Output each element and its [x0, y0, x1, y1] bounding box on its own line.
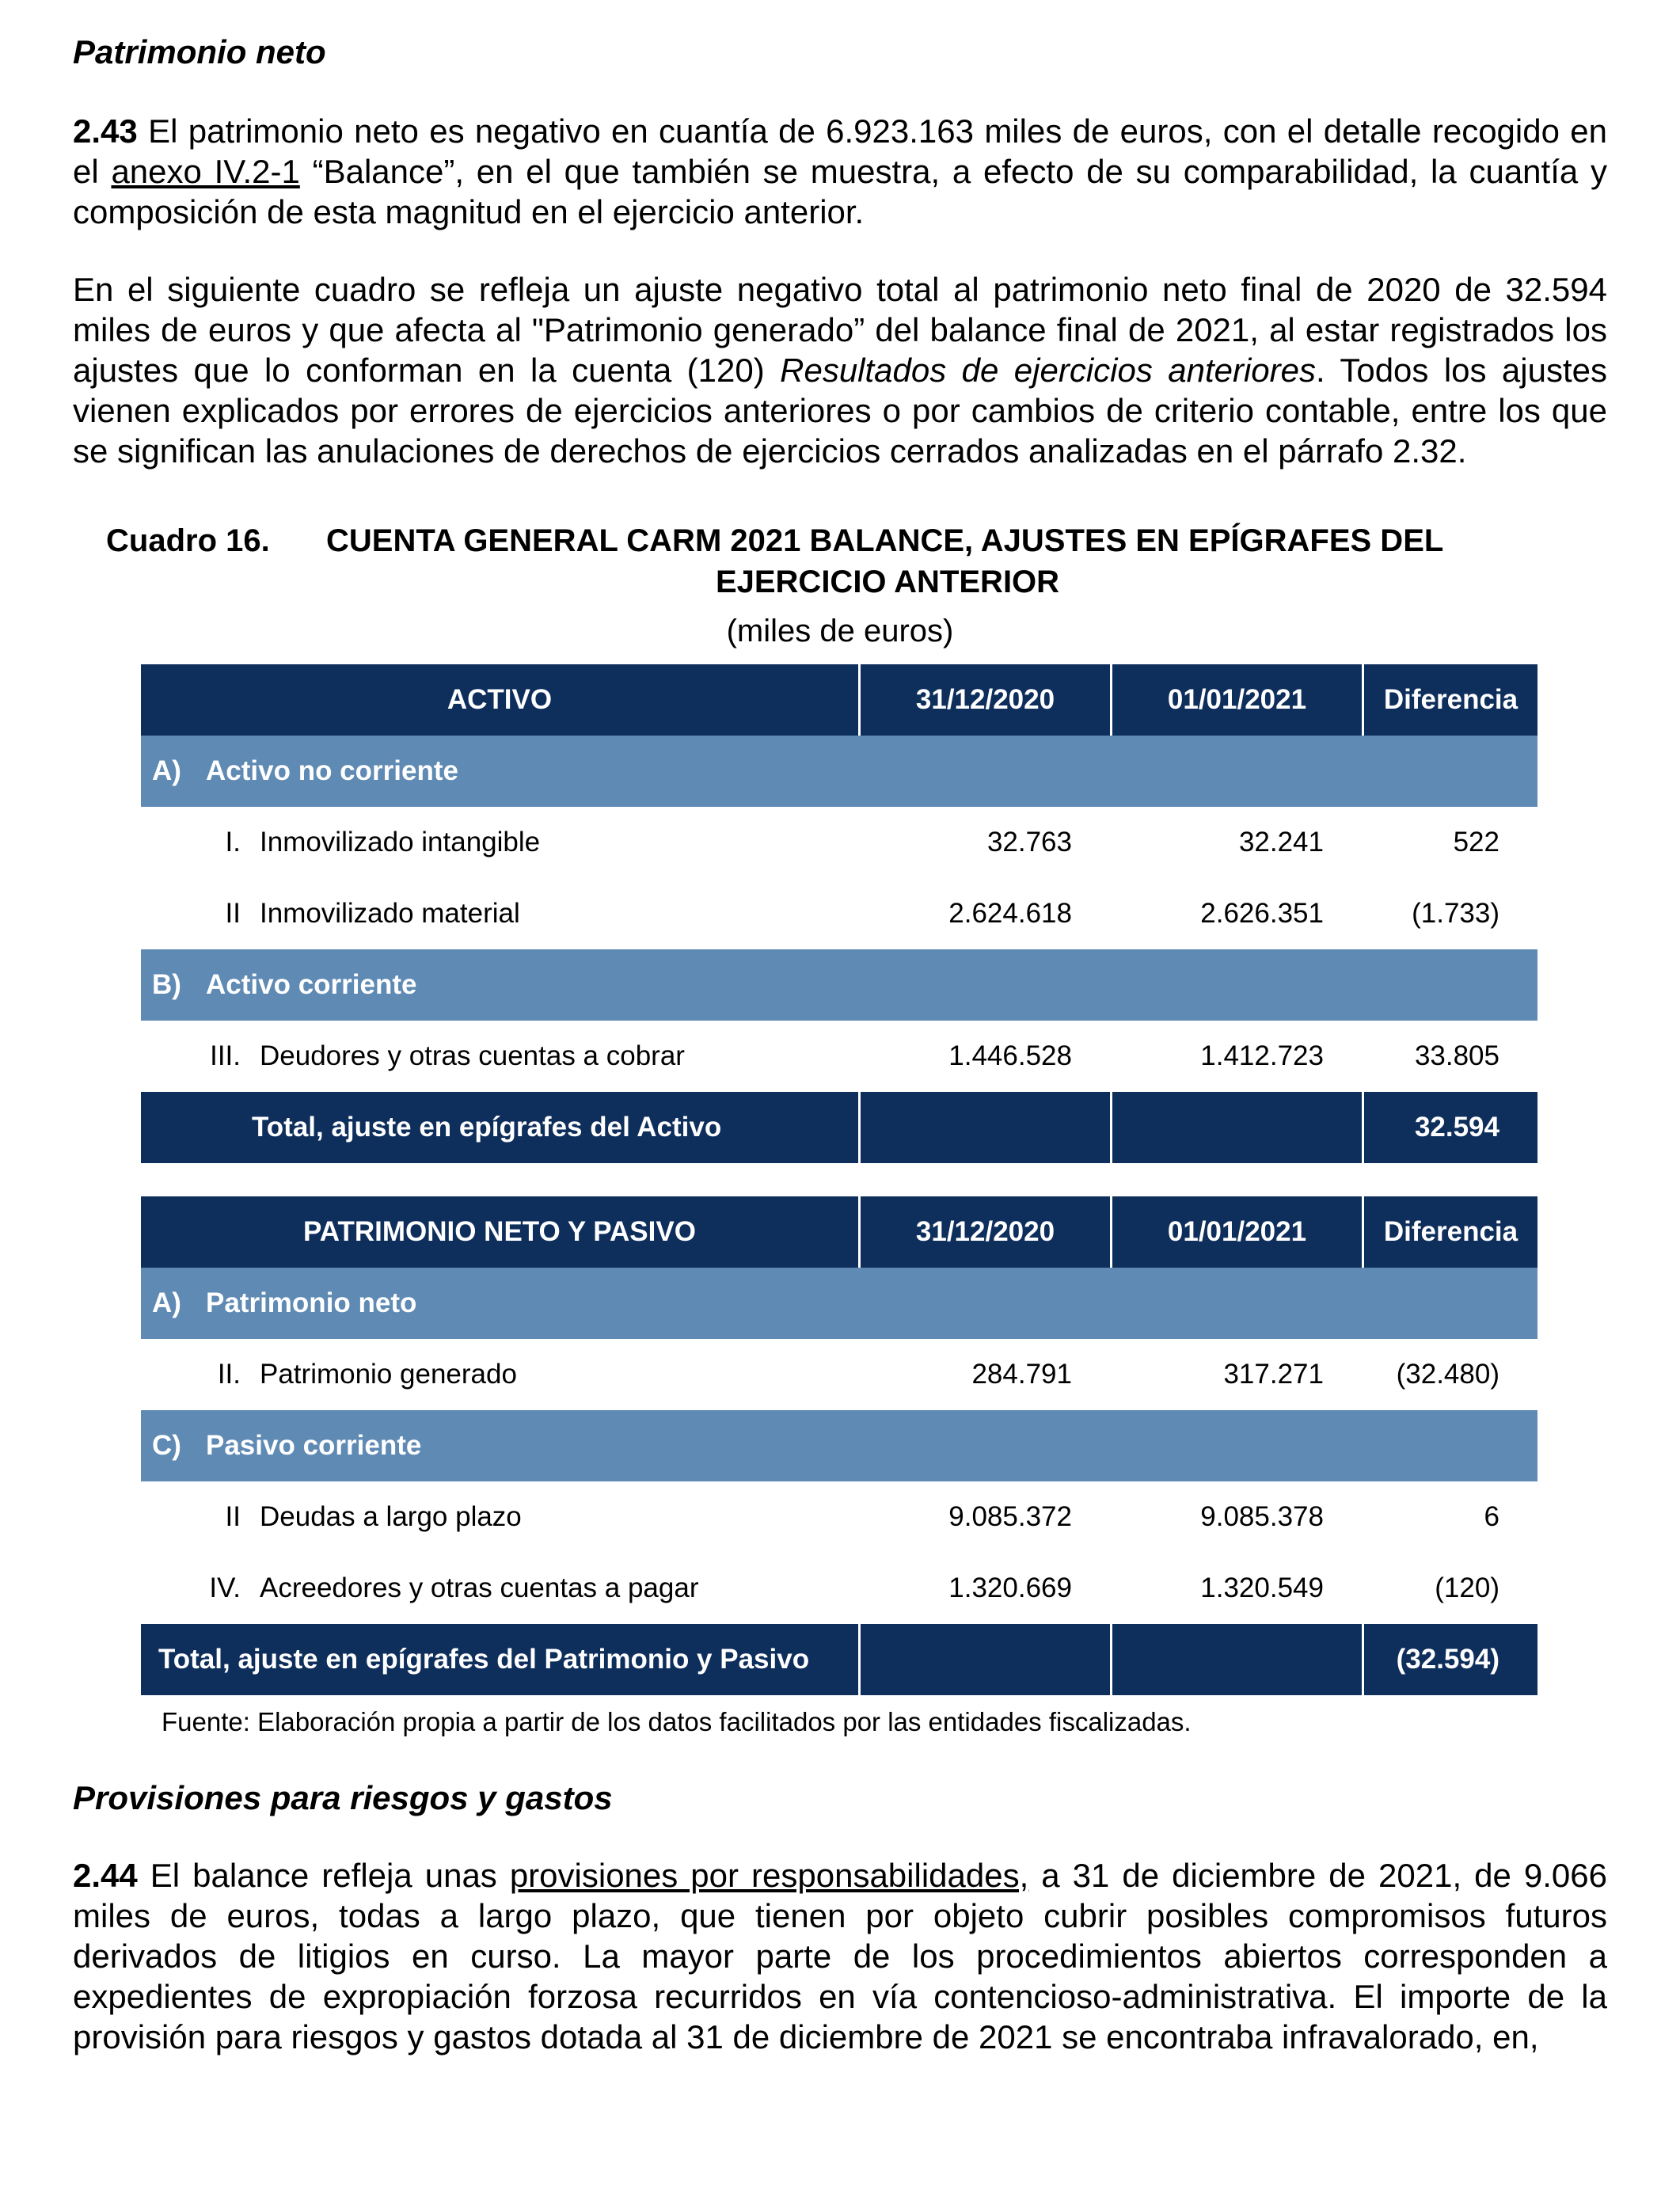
group-row [141, 949, 1537, 1021]
table-row [141, 878, 1537, 949]
table-header-row [141, 1196, 1537, 1268]
group-label: Patrimonio neto [206, 1287, 417, 1318]
row-label: Deudores y otras cuentas a cobrar [260, 1040, 685, 1071]
row-label: Inmovilizado material [260, 898, 520, 929]
row-roman: II [225, 1501, 241, 1532]
row-value-2021: 32.241 [1110, 807, 1362, 878]
total-empty [858, 1624, 1110, 1695]
table-source: Fuente: Elaboración propia a partir de los datos facilitados por las entidades fiscalizadas. [162, 1707, 1192, 1736]
group-label: Pasivo corriente [206, 1430, 422, 1461]
paragraph-number: 2.43 [73, 112, 138, 150]
total-row [141, 1092, 1537, 1163]
row-value-2021: 2.626.351 [1110, 878, 1362, 949]
anexo-link[interactable]: anexo IV.2-1 [111, 153, 300, 190]
row-value-2021: 9.085.378 [1110, 1481, 1362, 1553]
table-row [141, 1481, 1537, 1553]
paragraph-italic: Resultados de ejercicios anteriores [780, 352, 1317, 389]
group-row [141, 1268, 1537, 1339]
caption-number: Cuadro 16. [106, 523, 270, 558]
section-title-provisiones: Provisiones para riesgos y gastos [73, 1779, 613, 1816]
row-value-2021: 1.412.723 [1110, 1021, 1362, 1092]
group-letter: B) [152, 969, 181, 1000]
row-label: Acreedores y otras cuentas a pagar [260, 1572, 699, 1603]
total-row [141, 1624, 1537, 1695]
group-letter: C) [152, 1430, 181, 1461]
paragraph-text: a 31 de diciembre de 2021, de 9.066 miles de euros, todas a largo plazo, que tienen por objeto cubrir posibles compromisos futuros derivados de litigios en curso. La mayor parte de los procedimientos abiertos corresponden a expedientes de expropiación forzosa recurridos en vía contencioso-administrativa. El importe de la provisión para riesgos y gastos dotada al 31 de diciembre de 2021 se encontraba infravalorado, en, [73, 1857, 1607, 2055]
paragraph-text: “Balance”, en el que también se muestra, a efecto de su comparabilidad, la cuantía y composición de esta magnitud en el ejercicio anterior. [73, 153, 1607, 230]
row-value-2020: 2.624.618 [858, 878, 1110, 949]
row-value-2021: 1.320.549 [1110, 1553, 1362, 1624]
row-label: Deudas a largo plazo [260, 1501, 522, 1532]
total-diff: (32.594) [1362, 1624, 1537, 1695]
row-roman: II [225, 898, 241, 929]
document-page [73, 32, 1607, 2057]
row-value-2020: 32.763 [858, 807, 1110, 878]
group-label: Activo corriente [206, 969, 417, 1000]
group-letter: A) [152, 1287, 181, 1318]
paragraph-text: El balance refleja unas [137, 1857, 510, 1894]
row-label: Inmovilizado intangible [260, 827, 541, 858]
table-row [141, 1021, 1537, 1092]
row-diff: 6 [1362, 1481, 1537, 1553]
total-label: Total, ajuste en epígrafes del Patrimonio y Pasivo [141, 1624, 858, 1695]
total-empty [1110, 1092, 1362, 1163]
group-row [141, 1410, 1537, 1481]
row-roman: I. [225, 827, 241, 858]
group-letter: A) [152, 755, 181, 786]
row-roman: II. [217, 1359, 241, 1390]
table-row [141, 1553, 1537, 1624]
group-label: Activo no corriente [206, 755, 458, 786]
table-row [141, 1339, 1537, 1410]
header-date-2021: 01/01/2021 [1110, 664, 1362, 736]
header-activo: ACTIVO [141, 664, 858, 736]
row-diff: (120) [1362, 1553, 1537, 1624]
table-row [141, 807, 1537, 878]
paragraph-text: En el siguiente cuadro se refleja un ajuste negativo total al patrimonio neto final de 2020 de 32.594 miles de euros y que afecta al "Patrimonio generado” del balance final de 2021, al estar registrados los ajustes que lo conforman en la cuenta (120) [73, 271, 1607, 389]
paragraph-text: . Todos los ajustes vienen explicados por errores de ejercicios anteriores o por cambios de criterio contable, entre los que se significan las anulaciones de derechos de ejercicios cerrados analizadas en el párrafo 2.32. [73, 352, 1607, 470]
row-roman: IV. [209, 1572, 241, 1603]
header-diferencia: Diferencia [1362, 1196, 1537, 1268]
total-label: Total, ajuste en epígrafes del Activo [141, 1092, 858, 1163]
row-value-2020: 1.320.669 [858, 1553, 1110, 1624]
table-caption [73, 520, 1607, 652]
row-diff: 33.805 [1362, 1021, 1537, 1092]
activo-table [141, 664, 1537, 1163]
paragraph-2-43 [73, 111, 1607, 232]
provisiones-link[interactable]: provisiones por responsabilidades, [509, 1857, 1029, 1894]
caption-title-line1: CUENTA GENERAL CARM 2021 BALANCE, AJUSTES EN EPÍGRAFES DEL [326, 523, 1444, 558]
paragraph-number: 2.44 [73, 1857, 138, 1894]
row-diff: 522 [1362, 807, 1537, 878]
header-date-2020: 31/12/2020 [858, 1196, 1110, 1268]
row-diff: (1.733) [1362, 878, 1537, 949]
row-value-2020: 284.791 [858, 1339, 1110, 1410]
row-diff: (32.480) [1362, 1339, 1537, 1410]
total-diff: 32.594 [1362, 1092, 1537, 1163]
total-empty [858, 1092, 1110, 1163]
paragraph-2-44 [73, 1855, 1607, 2057]
row-value-2021: 317.271 [1110, 1339, 1362, 1410]
group-row [141, 736, 1537, 807]
table-units: (miles de euros) [726, 614, 954, 648]
header-patrimonio-pasivo: PATRIMONIO NETO Y PASIVO [141, 1196, 858, 1268]
row-label: Patrimonio generado [260, 1359, 517, 1390]
paragraph-ajuste [73, 269, 1607, 471]
row-value-2020: 9.085.372 [858, 1481, 1110, 1553]
section-title-patrimonio-neto: Patrimonio neto [73, 33, 326, 70]
header-date-2021: 01/01/2021 [1110, 1196, 1362, 1268]
pasivo-table [141, 1196, 1537, 1695]
total-empty [1110, 1624, 1362, 1695]
paragraph-text: El patrimonio neto es negativo en cuantía de 6.923.163 miles de euros, con el detalle recogido en el [73, 112, 1607, 190]
table-header-row [141, 664, 1537, 736]
row-roman: III. [210, 1040, 241, 1071]
header-date-2020: 31/12/2020 [858, 664, 1110, 736]
header-diferencia: Diferencia [1362, 664, 1537, 736]
caption-title-line2: EJERCICIO ANTERIOR [715, 565, 1060, 599]
row-value-2020: 1.446.528 [858, 1021, 1110, 1092]
